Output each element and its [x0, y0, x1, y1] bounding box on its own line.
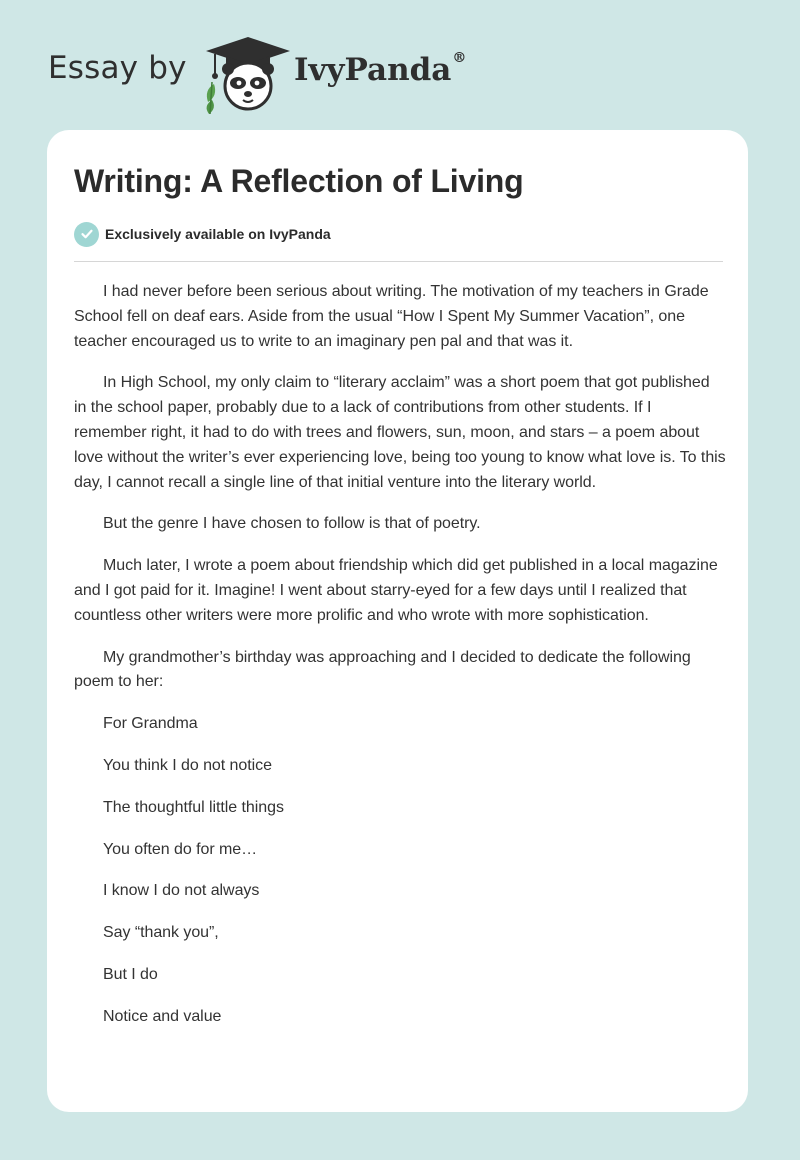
paragraph: I had never before been serious about writing. The motivation of my teachers in Grade School fell on deaf ears. Aside from the usual “How I Spent My Summer Vacation”, one teacher encouraged us to write to an imaginary pen pal and that was it. [74, 283, 709, 350]
panda-graduate-icon[interactable] [200, 34, 296, 114]
essay-title: Writing: A Reflection of Living [74, 163, 524, 199]
poem-line: I know I do not always [103, 882, 260, 900]
poem-line: You think I do not notice [103, 756, 272, 774]
site-header [0, 0, 800, 120]
essay-card [47, 130, 748, 1112]
brand-name: IvyPanda [294, 52, 452, 88]
exclusive-label: Exclusively available on IvyPanda [105, 226, 331, 242]
paragraph: My grandmother’s birthday was approaching and I decided to dedicate the following poem to her: [74, 648, 691, 691]
exclusive-badge [74, 221, 331, 247]
poem-line: Say “thank you”, [103, 924, 219, 942]
title-divider [74, 261, 723, 262]
essay-by-label: Essay by [48, 50, 187, 86]
poem-line: But I do [103, 965, 158, 983]
poem-line: Notice and value [103, 1007, 222, 1025]
trademark-symbol: ® [452, 50, 467, 66]
paragraph: Much later, I wrote a poem about friendship which did get published in a local magazine and I got paid for it. Imagine! I went about starry-eyed for a few days until I realized that countless other writers were more prolific and who wrote with more sophistication. [74, 557, 718, 624]
poem-line: The thoughtful little things [103, 798, 284, 816]
check-circle-icon [74, 222, 99, 247]
brand-logo-text[interactable] [294, 52, 466, 88]
essay-body [74, 280, 726, 1047]
paragraph: But the genre I have chosen to follow is that of poetry. [103, 515, 481, 533]
poem-line: For Grandma [103, 715, 198, 733]
paragraph: In High School, my only claim to “literary acclaim” was a short poem that got published in the school paper, probably due to a lack of contributions from other students. If I remember right, it had to do with trees and flowers, sun, moon, and stars – a poem about love without the writer’s ever experiencing love, being too young to know what love is. To this day, I cannot recall a single line of that initial venture into the literary world. [74, 374, 726, 491]
poem-line: You often do for me… [103, 840, 258, 858]
